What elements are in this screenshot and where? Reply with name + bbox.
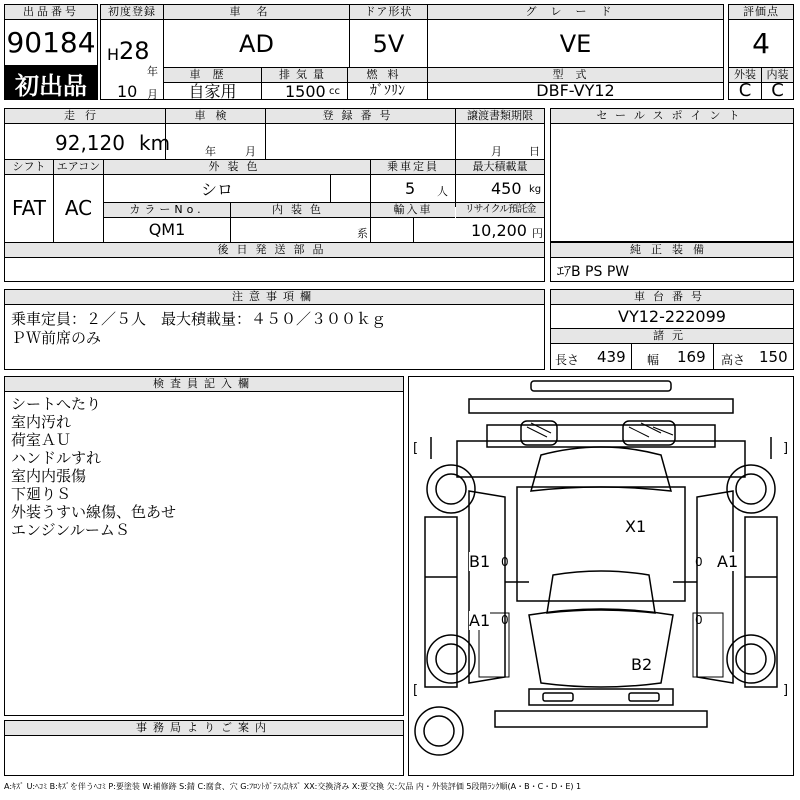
legend: A:ｷｽﾞ U:ﾍｺﾐ B:ｷｽﾞを伴うﾍｺﾐ P:要塗装 W:補修跡 S:錆 C:腐食、穴 G:ﾌﾛﾝﾄｶﾞﾗｽ点ｷｽﾞ XX:交換済み X:要交換 欠:欠品 内・外装評価 5段階ﾗﾝｸ順(A・B・C・D・E) 1: [4, 782, 582, 791]
interior-color-label: 内装色: [231, 203, 370, 218]
damage-mark-a1-right: A1: [717, 552, 739, 571]
fuel: ｶﾞｿﾘﾝ: [370, 83, 405, 99]
history-label: 車歴: [164, 67, 261, 83]
displacement: 1500: [285, 82, 326, 101]
sales-points-box: [550, 108, 794, 242]
interior-grade: C: [771, 80, 784, 101]
score-table: [728, 4, 794, 100]
grade: VE: [559, 29, 592, 58]
notes-box: [4, 289, 545, 370]
bracket-left-bottom: [: [413, 683, 419, 698]
zero-right-upper: 0: [695, 555, 703, 569]
bracket-right-top: ]: [783, 441, 789, 456]
genuine-equipment-box: [550, 242, 794, 282]
genuine-equipment: ｴｱB PS PW: [557, 264, 630, 280]
inspection-year-unit: 年: [205, 145, 216, 158]
inspection-month-unit: 月: [245, 145, 256, 158]
model-label: 型式: [428, 67, 723, 83]
zero-left-lower: 0: [501, 613, 509, 627]
max-load-unit: kg: [529, 184, 542, 195]
notes-label: 注意事項欄: [5, 290, 544, 305]
first-listing-text: 初出品: [15, 71, 87, 100]
history: 自家用: [188, 81, 237, 101]
shift-label: シフト: [5, 160, 53, 175]
ac-label: エアコン: [54, 160, 103, 175]
color-no-label: カラーNo.: [104, 203, 230, 218]
mileage: 92,120: [55, 131, 125, 155]
transfer-doc-label: 譲渡書類期限: [456, 109, 544, 124]
dims-label: 諸元: [551, 328, 793, 344]
capacity: 5: [405, 179, 416, 198]
genuine-equipment-label: 純正装備: [551, 243, 793, 258]
length-label: 長さ: [555, 353, 580, 367]
max-load: 450: [491, 179, 522, 198]
damage-mark-x1: X1: [625, 517, 647, 536]
car-outline-diagram: [409, 377, 793, 775]
sales-points-label: セールスポイント: [551, 109, 793, 124]
transfer-month-unit: 月: [491, 145, 502, 158]
reg-month: 10: [117, 82, 138, 101]
length: 439: [597, 348, 626, 366]
exterior-grade: C: [738, 80, 752, 101]
inspector-line: 外装うすい線傷、色あせ: [11, 503, 177, 521]
exterior-grade-label: 外装: [729, 68, 761, 83]
year-unit: 年: [147, 65, 158, 78]
mileage-label: 走行: [5, 109, 165, 124]
door: 5V: [372, 29, 405, 58]
recycle-unit: 円: [532, 227, 543, 240]
displacement-unit: cc: [329, 86, 340, 97]
month-unit: 月: [147, 88, 158, 101]
later-parts-label: 後日発送部品: [5, 243, 544, 258]
capacity-unit: 人: [437, 185, 448, 198]
damage-mark-b1: B1: [469, 552, 491, 571]
height-label: 高さ: [721, 353, 746, 367]
header-table: [100, 4, 724, 100]
fuel-label: 燃料: [348, 67, 427, 83]
damage-diagram: [408, 376, 794, 776]
score-label: 評価点: [729, 5, 793, 20]
inspector-label: 検査員記入欄: [5, 377, 403, 392]
notes-text: 乗車定員：２／５人 最大積載量：４５０／３００ｋｇ ＰＷ前席のみ: [11, 310, 387, 347]
car-name-label: 車名: [164, 5, 349, 20]
color-no: QM1: [148, 220, 186, 239]
era: H: [107, 45, 120, 64]
inspector-box: [4, 376, 404, 716]
inspector-line: 室内内張傷: [11, 467, 87, 485]
door-label: ドア形状: [350, 5, 427, 20]
first-reg-label: 初度登録: [101, 5, 163, 20]
office-box: [4, 720, 404, 776]
exterior-color: シロ: [200, 179, 233, 199]
lot-number-box: [4, 4, 98, 66]
registration-label: 登録番号: [266, 109, 455, 124]
score: 4: [752, 27, 770, 60]
inspector-line: シートへたり: [11, 395, 102, 413]
bracket-right-bottom: ]: [783, 683, 789, 698]
chassis-number: VY12-222099: [618, 306, 726, 326]
inspector-line: 室内汚れ: [11, 413, 72, 431]
chassis-label: 車台番号: [551, 290, 793, 305]
recycle-fee: 10,200: [471, 221, 527, 240]
exterior-color-label: 外装色: [104, 160, 370, 175]
mileage-unit: km: [139, 131, 171, 155]
inspector-line: エンジンルームＳ: [11, 521, 130, 539]
max-load-label: 最大積載量: [456, 160, 544, 175]
bracket-left-top: [: [413, 441, 419, 456]
grade-label: グレード: [428, 5, 723, 20]
inspector-line: 下廻りＳ: [11, 485, 72, 503]
transfer-day-unit: 日: [529, 145, 540, 158]
interior-color-unit: 系: [357, 227, 368, 240]
recycle-label: リサイクル預託金: [456, 203, 544, 218]
zero-left-upper: 0: [501, 555, 509, 569]
inspection-label: 車検: [166, 109, 265, 124]
details-table: [4, 108, 545, 282]
capacity-label: 乗車定員: [371, 160, 455, 175]
model: DBF-VY12: [536, 80, 615, 100]
width: 169: [677, 348, 706, 366]
import-label: 輸入車: [371, 203, 455, 218]
displacement-label: 排気量: [262, 67, 347, 83]
inspector-line: ハンドルすれ: [11, 449, 102, 467]
damage-mark-b2: B2: [631, 655, 653, 674]
lot-number-label: 出品番号: [5, 5, 97, 20]
car-name: AD: [239, 29, 274, 58]
interior-grade-label: 内装: [762, 68, 793, 83]
ac: AC: [64, 196, 93, 220]
inspector-line: 荷室ＡＵ: [11, 431, 72, 449]
chassis-box: [550, 289, 794, 370]
shift: FAT: [11, 196, 46, 220]
height: 150: [759, 348, 788, 366]
reg-year: 28: [119, 37, 150, 65]
damage-mark-a1-left: A1: [469, 611, 491, 630]
office-label: 事務局よりご案内: [5, 721, 403, 736]
width-label: 幅: [647, 353, 660, 367]
zero-right-lower: 0: [695, 613, 703, 627]
first-listing-badge: [4, 66, 98, 100]
lot-number: 90184: [6, 26, 96, 59]
inspector-notes: [11, 395, 176, 539]
